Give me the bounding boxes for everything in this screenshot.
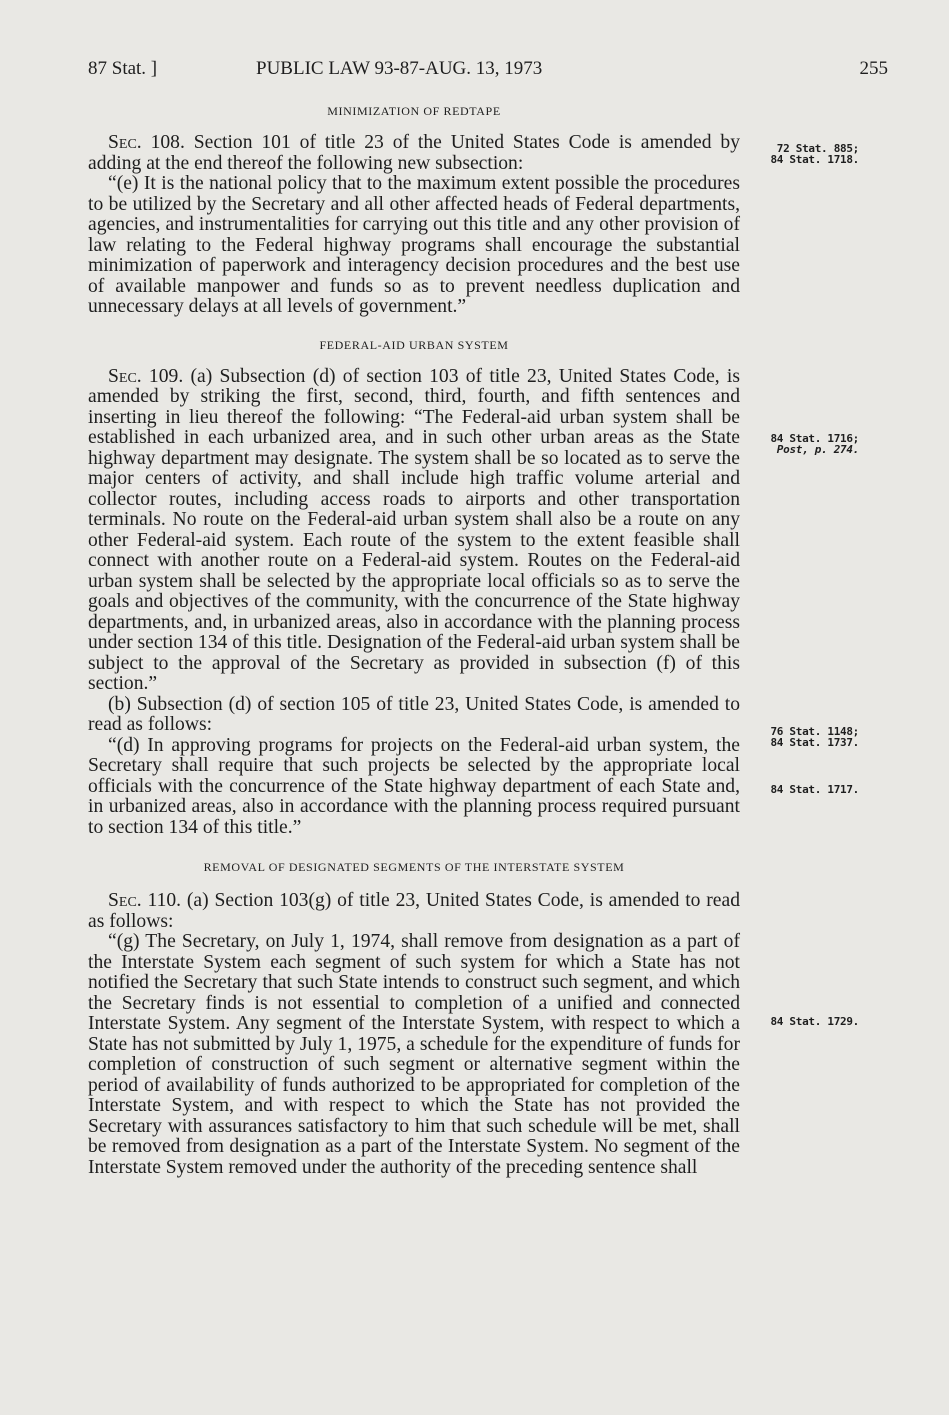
header-public-law-title: PUBLIC LAW 93-87-AUG. 13, 1973 [256, 58, 543, 79]
section-109-paragraph-2: (b) Subsection (d) of section 105 of title 23, United States Code, is amended to read as follows: [88, 693, 740, 735]
section-110-text: 110. (a) Section 103(g) of title 23, United States Code, is amended to read as follows: [88, 890, 740, 932]
margin-note-line: 84 Stat. 1737. [770, 736, 859, 749]
margin-note-line: 84 Stat. 1716; [770, 432, 859, 445]
section-110-paragraph-1 [88, 891, 740, 932]
sec-label: Sec. [108, 132, 142, 153]
post-reference: Post, p. 274. [776, 443, 859, 456]
margin-note-76-stat [744, 726, 859, 748]
margin-note-84-stat-1729 [744, 1016, 859, 1027]
margin-note-72-stat [744, 143, 859, 165]
margin-note-line: 84 Stat. 1729. [770, 1015, 859, 1028]
section-108-heading: MINIMIZATION OF REDTAPE [327, 104, 501, 118]
section-108-paragraph-2: “(e) It is the national policy that to the maximum extent possible the procedures to be utilized by the Secretary and all other affected heads of Federal departments, agencies, and instrumentalities for carrying out this title and any other provision of law relating to the Federal highway programs shall encourage the substantial minimization of paperwork and interagency decision procedures and the best use of available manpower and funds so as to prevent needless duplication and unnecessary delays at all levels of government.” [88, 173, 740, 317]
page-number: 255 [859, 58, 888, 79]
section-110-paragraph-2: “(g) The Secretary, on July 1, 1974, shall remove from designation as a part of the Interstate System each segment of such system for which a State has not notified the Secretary that such State intends to construct such segment, and which the Secretary finds is not essential to completion of a unified and connected Interstate System. Any segment of the Interstate System, with respect to which a State has not submitted by July 1, 1975, a schedule for the expenditure of funds for completion of construction of such segment or alternative segment within the period of availability of funds authorized to be appropriated for completion of the Interstate System, and with respect to which the State has not provided the Secretary with assurances satisfactory to him that such schedule will be met, shall be removed from designation as a part of the Interstate System. No segment of the Interstate System removed under the authority of the preceding sentence shall [88, 931, 740, 1178]
margin-note-line: 72 Stat. 885; [776, 142, 859, 155]
section-109-text: 109. (a) Subsection (d) of section 103 of title 23, United States Code, is amended by striking the first, second, third, fourth, and fifth sentences and inserting in lieu thereof the following: “The Federal-aid urban system shall be established in each urbanized area, and in such other urban areas as the State highway department may designate. The system shall be so located as to serve the major centers of activity, and shall include high traffic volume arterial and collector routes, including access roads to airports and other transportation terminals. No route on the Federal-aid urban system shall also be a route on any other Federal-aid system. Each route of the system to the extent feasible shall connect with another route on a Federal-aid system. Routes on the Federal-aid urban system shall be selected by the appropriate local officials so as to serve the goals and objectives of the community, with the concurrence of the State highway departments, and, in urbanized areas, also in accordance with the planning process under section 134 of this title. Designation of the Federal-aid urban system shall be subject to the approval of the Secretary as provided in subsection (f) of this section.” [88, 365, 740, 694]
section-110-heading: REMOVAL OF DESIGNATED SEGMENTS OF THE INTERSTATE SYSTEM [203, 860, 625, 874]
margin-note-line [744, 444, 859, 455]
margin-note-line: 84 Stat. 1717. [770, 783, 859, 796]
section-109-heading: FEDERAL-AID URBAN SYSTEM [319, 337, 509, 352]
sec-label: Sec. [108, 365, 142, 387]
section-108-paragraph-1 [88, 133, 740, 174]
sec-label: Sec. [108, 890, 142, 911]
header-stat-reference: 87 Stat. ] [88, 58, 158, 79]
margin-note-84-stat-1716 [744, 433, 859, 455]
margin-note-84-stat-1717 [744, 784, 859, 795]
section-109-paragraph-1 [88, 367, 740, 695]
margin-note-line: 84 Stat. 1718. [770, 153, 859, 166]
document-body [88, 104, 740, 1178]
section-109-paragraph-3: “(d) In approving programs for projects on the Federal-aid urban system, the Secretary shall require that such projects be selected by the appropriate local officials with the concurrence of the State highway department of each State and, in urbanized areas, also in accordance with the planning process required pursuant to section 134 of this title.” [88, 734, 740, 838]
section-108-text: 108. Section 101 of title 23 of the United States Code is amended by adding at the end thereof the following new subsection: [88, 132, 740, 174]
margin-note-line: 76 Stat. 1148; [770, 725, 859, 738]
running-header [88, 58, 888, 88]
